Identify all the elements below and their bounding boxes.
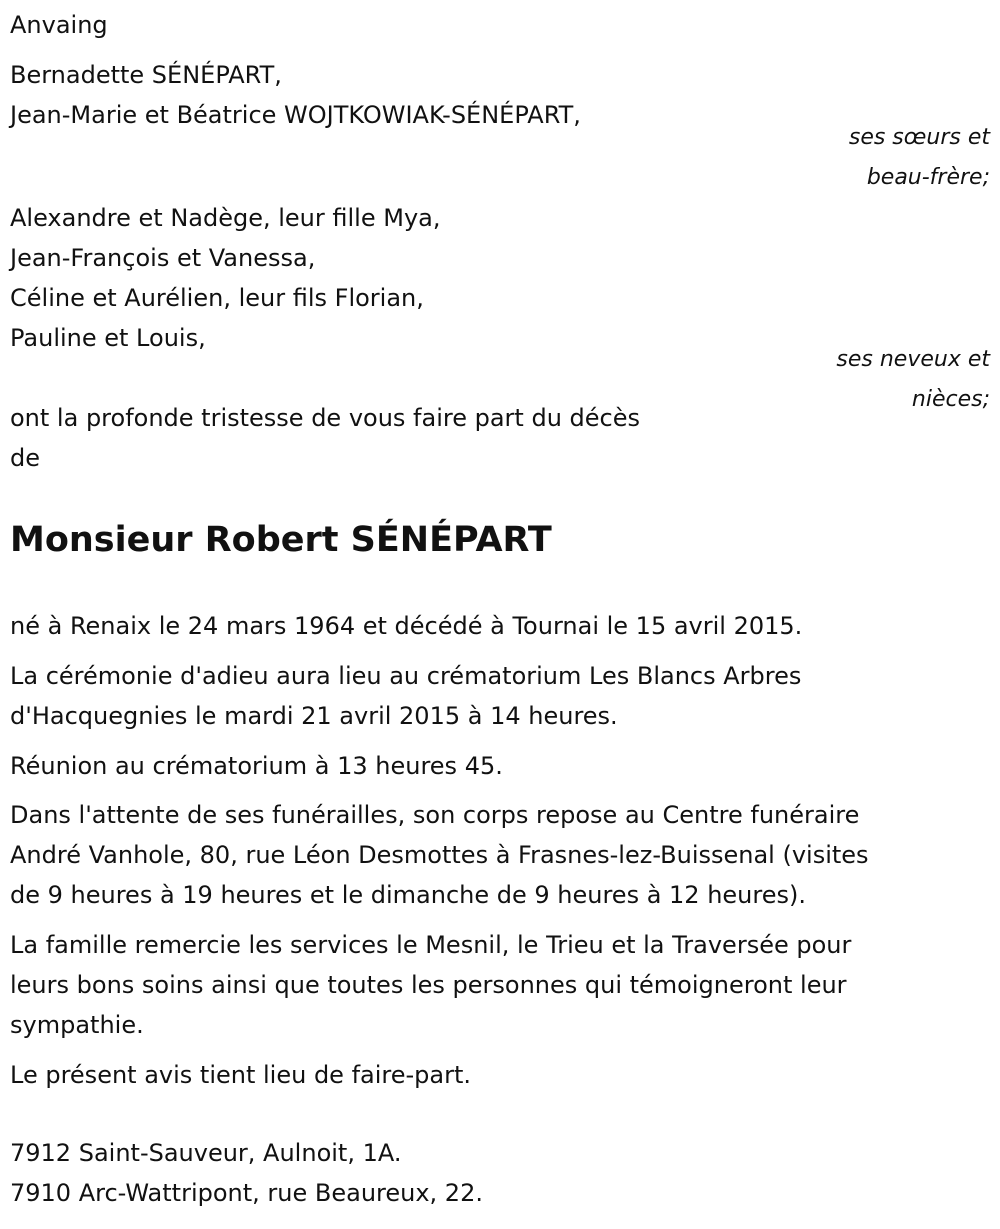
nephews-list	[10, 198, 440, 358]
siblings-list	[10, 55, 581, 135]
sibling-line: Bernadette SÉNÉPART,	[10, 61, 282, 89]
address-line: 7910 Arc-Wattripont, rue Beaureux, 22.	[10, 1179, 483, 1207]
nephew-line: Pauline et Louis,	[10, 324, 206, 352]
paragraph-thanks: La famille remercie les services le Mesnil, le Trieu et la Traversée pour leurs bons soins ainsi que toutes les personnes qui témoigneront leur sympathie.	[10, 931, 852, 1039]
deceased-name: Monsieur Robert SÉNÉPART	[10, 520, 552, 560]
paragraph-notice: Le présent avis tient lieu de faire-part.	[10, 1061, 472, 1089]
nephew-line: Céline et Aurélien, leur fils Florian,	[10, 284, 424, 312]
announcement: ont la profonde tristesse de vous faire part du décès de	[10, 404, 640, 472]
siblings-role: ses sœurs et beau-frère;	[848, 125, 990, 190]
nephew-line: Alexandre et Nadège, leur fille Mya,	[10, 204, 441, 232]
paragraph-ceremony: La cérémonie d'adieu aura lieu au crématorium Les Blancs Arbres d'Hacquegnies le mardi 21 avril 2015 à 14 heures.	[10, 662, 802, 730]
addresses	[10, 1133, 483, 1213]
nephew-line: Jean-François et Vanessa,	[10, 244, 316, 272]
paragraph-birth: né à Renaix le 24 mars 1964 et décédé à Tournai le 15 avril 2015.	[10, 612, 803, 640]
paragraph-meeting: Réunion au crématorium à 13 heures 45.	[10, 752, 503, 780]
paragraph-funeral-home: Dans l'attente de ses funérailles, son corps repose au Centre funéraire André Vanhole, 80, rue Léon Desmottes à Frasnes-lez-Buissenal (visites de 9 heures à 19 heures et le dimanche de 9 heures à 12 heures).	[10, 801, 869, 909]
address-line: 7912 Saint-Sauveur, Aulnoit, 1A.	[10, 1139, 402, 1167]
sibling-line: Jean-Marie et Béatrice WOJTKOWIAK-SÉNÉPART,	[10, 101, 581, 129]
nephews-role: ses neveux et nièces;	[836, 347, 990, 412]
location: Anvaing	[10, 11, 108, 39]
